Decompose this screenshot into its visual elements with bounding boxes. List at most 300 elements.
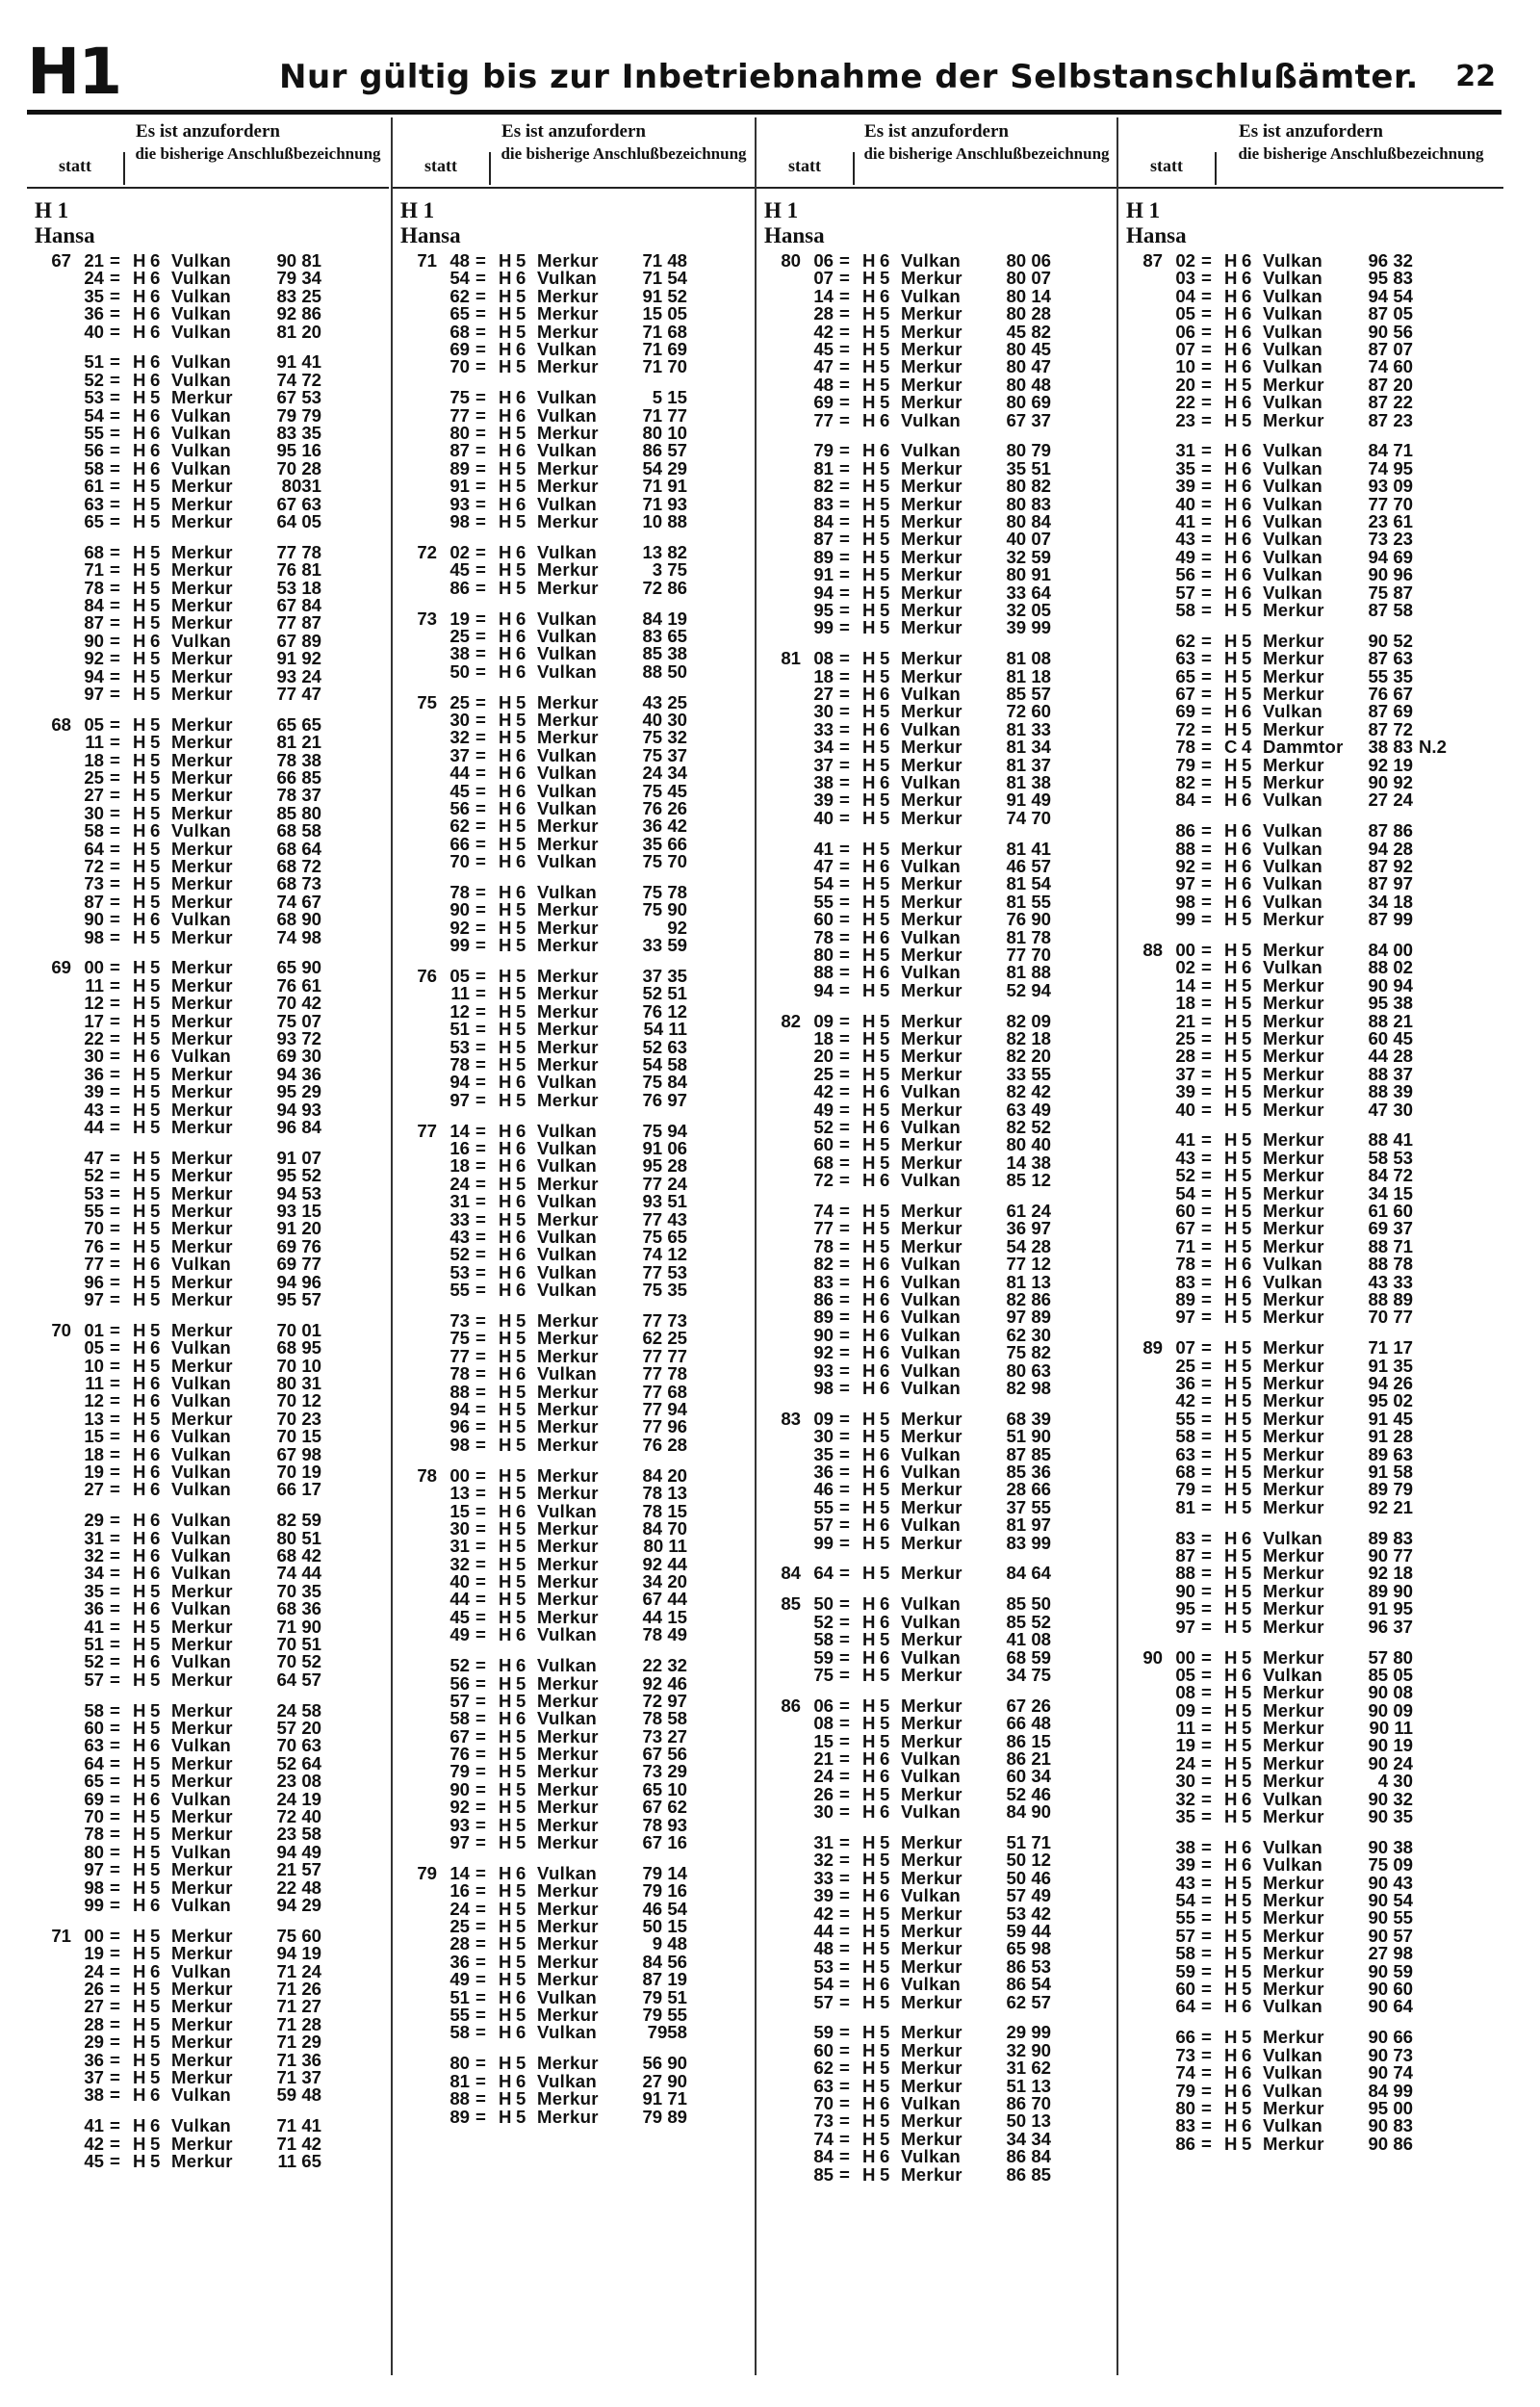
directory-entry (393, 1089, 755, 1110)
exchange-digit: 5 (1242, 1390, 1252, 1411)
directory-entry (1118, 650, 1503, 667)
exchange-letter: H (133, 1355, 146, 1376)
exchange-letter: H (862, 1377, 876, 1398)
number-suffix: 38 (84, 2084, 104, 2106)
exchange-name-cell: Merkur (171, 713, 233, 735)
exchange-name-cell: Vulkan (901, 1974, 962, 1995)
exchange-name-cell: Vulkan (1263, 440, 1323, 461)
exchange-letter: H (133, 838, 146, 859)
exchange-name-cell: Merkur (1263, 1129, 1324, 1151)
new-number: 80 48 (1006, 374, 1051, 395)
exchange-name-cell: Vulkan (1263, 268, 1323, 289)
number-suffix: 31 (84, 1527, 104, 1548)
equals-sign: = (110, 1288, 120, 1309)
new-number: 70 52 (276, 1651, 321, 1672)
exchange-name-cell: Merkur (171, 577, 233, 598)
new-number: 90 96 (1368, 564, 1413, 585)
new-number: 35 66 (642, 833, 687, 854)
exchange-digit: 5 (880, 1028, 890, 1049)
new-number: 27 24 (1368, 789, 1413, 811)
exchange-letter: H (133, 1426, 146, 1447)
exchange-letter: H (1224, 2062, 1238, 2083)
directory-entry (1118, 1998, 1503, 2015)
exchange-digit: 6 (880, 1307, 890, 1328)
directory-entry (27, 1773, 389, 1790)
exchange-digit: 6 (880, 1271, 890, 1292)
number-suffix: 99 (813, 1532, 834, 1553)
exchange-name-cell: Merkur (537, 2106, 599, 2127)
number-suffix: 35 (1175, 457, 1195, 479)
equals-sign: = (110, 648, 120, 669)
exchange-letter: H (1224, 718, 1238, 739)
new-number: 88 71 (1368, 1235, 1413, 1256)
directory-column (391, 117, 755, 2375)
equals-sign: = (475, 1280, 486, 1301)
new-number: 70 63 (276, 1735, 321, 1756)
new-number: 71 54 (642, 268, 687, 289)
new-number: 90 09 (1368, 1699, 1413, 1721)
exchange-letter: H (133, 1563, 146, 1584)
exchange-digit: 5 (880, 1695, 890, 1716)
exchange-digit: 6 (516, 1708, 526, 1729)
equals-sign: = (1201, 1028, 1212, 1049)
exchange-name-cell: Merkur (1263, 2133, 1324, 2154)
entry-group (393, 691, 755, 872)
entry-note: N.2 (1419, 737, 1447, 758)
exchange-letter: H (1224, 1288, 1238, 1309)
new-number: 82 09 (1006, 1010, 1051, 1031)
exchange-letter: H (499, 2005, 512, 2026)
exchange-letter: H (862, 1342, 876, 1363)
exchange-digit: 5 (516, 1969, 526, 1990)
number-suffix: 19 (1175, 1735, 1195, 1756)
directory-entry (757, 358, 1116, 375)
directory-entry (1118, 911, 1503, 928)
equals-sign: = (839, 1695, 850, 1716)
equals-sign: = (839, 1646, 850, 1668)
new-number: 71 27 (276, 1996, 321, 2017)
number-suffix: 16 (449, 1880, 470, 1902)
new-number: 60 34 (1006, 1766, 1051, 1787)
exchange-digit: 5 (880, 1134, 890, 1155)
equals-sign: = (110, 1824, 120, 1845)
entry-group (757, 1595, 1116, 1684)
new-number: 71 91 (642, 476, 687, 497)
number-suffix: 78 (1175, 1254, 1195, 1275)
exchange-letter: H (133, 1824, 146, 1845)
equals-sign: = (110, 2115, 120, 2136)
number-suffix: 36 (449, 1951, 470, 1972)
equals-sign: = (1201, 1182, 1212, 1204)
exchange-letter: H (1224, 1479, 1238, 1500)
exchange-name-cell: Vulkan (171, 1479, 232, 1500)
exchange-name-cell: Merkur (901, 617, 962, 638)
directory-column (755, 117, 1116, 2375)
exchange-letter: H (499, 510, 512, 531)
exchange-digit: 6 (1242, 789, 1252, 811)
exchange-name-cell: Merkur (901, 2110, 962, 2132)
new-number: 75 82 (1006, 1342, 1051, 1363)
new-number: 62 30 (1006, 1324, 1051, 1345)
exchange-letter: H (862, 944, 876, 965)
exchange-letter: H (862, 1938, 876, 1959)
equals-sign: = (475, 1310, 486, 1332)
number-suffix: 52 (813, 1611, 834, 1632)
exchange-letter: H (1224, 1355, 1238, 1376)
exchange-letter: H (133, 1373, 146, 1394)
number-suffix: 83 (1175, 1271, 1195, 1292)
exchange-letter: H (1224, 1682, 1238, 1703)
equals-sign: = (839, 1902, 850, 1924)
number-suffix: 39 (1175, 1081, 1195, 1102)
equals-sign: = (475, 1536, 486, 1557)
exchange-digit: 5 (150, 1616, 161, 1637)
exchange-letter: H (862, 1046, 876, 1067)
new-number: 50 12 (1006, 1850, 1051, 1871)
number-suffix: 12 (84, 1390, 104, 1411)
exchange-letter: H (1224, 1235, 1238, 1256)
number-suffix: 52 (813, 1116, 834, 1137)
exchange-digit: 5 (1242, 718, 1252, 739)
equals-sign: = (110, 1165, 120, 1186)
equals-sign: = (1201, 1646, 1212, 1668)
exchange-letter: H (862, 1443, 876, 1464)
new-number: 81 97 (1006, 1514, 1051, 1536)
number-suffix: 62 (813, 2058, 834, 2079)
exchange-letter: H (133, 1479, 146, 1500)
exchange-letter: H (1224, 1996, 1238, 2017)
new-number: 90 60 (1368, 1979, 1413, 2000)
new-number: 71 77 (642, 404, 687, 426)
exchange-letter: H (1224, 457, 1238, 479)
exchange-name-cell: Merkur (1263, 1979, 1324, 2000)
exchange-digit: 5 (150, 1235, 161, 1256)
exchange-digit: 6 (880, 1593, 890, 1615)
number-suffix: 27 (84, 785, 104, 806)
equals-sign: = (1201, 2062, 1212, 2083)
exchange-digit: 6 (880, 856, 890, 876)
equals-sign: = (839, 1920, 850, 1941)
new-number: 93 51 (642, 1191, 687, 1212)
equals-sign: = (839, 285, 850, 306)
new-number: 81 33 (1006, 718, 1051, 739)
exchange-digit: 5 (1242, 1147, 1252, 1168)
new-number: 24 34 (642, 763, 687, 784)
equals-sign: = (839, 1271, 850, 1292)
directory-entry (757, 394, 1116, 411)
number-suffix: 05 (449, 966, 470, 987)
equals-sign: = (839, 1359, 850, 1381)
exchange-letter: H (862, 718, 876, 739)
equals-sign: = (110, 1479, 120, 1500)
number-prefix: 83 (781, 1408, 801, 1429)
directory-columns (27, 117, 1502, 2375)
new-number: 91 52 (642, 285, 687, 306)
equals-sign: = (1201, 1288, 1212, 1309)
equals-sign: = (1201, 409, 1212, 430)
new-number: 74 12 (642, 1244, 687, 1265)
exchange-digit: 6 (150, 1426, 161, 1447)
exchange-digit: 5 (150, 732, 161, 753)
exchange-digit: 5 (516, 1399, 526, 1420)
exchange-name-cell: Vulkan (171, 1960, 232, 1981)
exchange-name-cell: Merkur (1263, 1682, 1324, 1703)
number-suffix: 99 (813, 617, 834, 638)
equals-sign: = (475, 1054, 486, 1075)
directory-entry (393, 577, 755, 598)
number-suffix: 54 (84, 404, 104, 426)
number-suffix: 88 (1175, 1563, 1195, 1584)
equals-sign: = (1201, 529, 1212, 550)
new-number: 90 81 (276, 250, 321, 271)
number-suffix: 82 (813, 476, 834, 497)
directory-entry (393, 358, 755, 375)
equals-sign: = (110, 423, 120, 444)
number-suffix: 36 (813, 1462, 834, 1482)
exchange-letter: H (862, 665, 876, 686)
exchange-letter: H (1224, 1337, 1238, 1359)
equals-sign: = (1201, 1462, 1212, 1482)
exchange-letter: H (499, 744, 512, 765)
exchange-letter: H (499, 1606, 512, 1627)
equals-sign: = (1201, 2027, 1212, 2048)
exchange-name-cell: Merkur (171, 1669, 233, 1690)
equals-sign: = (475, 1761, 486, 1782)
equals-sign: = (475, 815, 486, 837)
number-suffix: 18 (449, 1155, 470, 1177)
new-number: 63 49 (1006, 1099, 1051, 1120)
directory-entry (1118, 1856, 1503, 1874)
equals-sign: = (475, 268, 486, 289)
number-suffix: 76 (449, 1744, 470, 1765)
exchange-letter: H (133, 1028, 146, 1049)
exchange-name-cell: Merkur (171, 2032, 233, 2053)
number-suffix: 33 (813, 718, 834, 739)
exchange-digit: 5 (880, 1730, 890, 1751)
exchange-letter: H (1224, 356, 1238, 377)
equals-sign: = (110, 369, 120, 390)
equals-sign: = (475, 643, 486, 664)
exchange-name-cell: Vulkan (171, 1545, 232, 1566)
new-number: 50 13 (1006, 2110, 1051, 2132)
exchange-name-cell: Merkur (1263, 1735, 1324, 1756)
new-number: 86 70 (1006, 2093, 1051, 2113)
number-suffix: 47 (813, 856, 834, 876)
equals-sign: = (110, 510, 120, 531)
exchange-digit: 6 (150, 2115, 161, 2136)
exchange-name-cell: Merkur (901, 599, 962, 620)
exchange-name-cell: Merkur (537, 577, 599, 598)
exchange-digit: 5 (880, 2039, 890, 2060)
equals-sign: = (475, 1778, 486, 1799)
new-number: 87 72 (1368, 718, 1413, 739)
equals-sign: = (1201, 771, 1212, 792)
exchange-letter: H (133, 423, 146, 444)
entry-group (757, 1203, 1116, 1397)
exchange-digit: 5 (516, 457, 526, 479)
new-number: 71 36 (276, 2049, 321, 2070)
new-number: 33 64 (1006, 582, 1051, 603)
equals-sign: = (475, 2070, 486, 2091)
new-number: 93 24 (276, 665, 321, 686)
equals-sign: = (110, 1426, 120, 1447)
equals-sign: = (1201, 1664, 1212, 1685)
new-number: 69 37 (1368, 1218, 1413, 1239)
number-suffix: 11 (85, 732, 104, 753)
exchange-letter: H (133, 1235, 146, 1256)
equals-sign: = (475, 983, 486, 1004)
new-number: 90 11 (1369, 1718, 1413, 1739)
equals-sign: = (475, 1725, 486, 1747)
exchange-name-cell: Vulkan (1263, 582, 1323, 603)
directory-entry (757, 964, 1116, 981)
exchange-name-cell: Merkur (901, 374, 962, 395)
exchange-digit: 5 (1242, 1099, 1252, 1120)
new-number: 90 94 (1368, 974, 1413, 996)
exchange-digit: 5 (516, 1036, 526, 1057)
new-number: 52 51 (642, 983, 687, 1004)
exchange-letter: H (862, 1563, 876, 1584)
equals-sign: = (1201, 2115, 1212, 2136)
new-number: 79 16 (642, 1880, 687, 1902)
number-suffix: 44 (813, 1920, 834, 1941)
equals-sign: = (1201, 493, 1212, 514)
new-number: 95 16 (276, 440, 321, 461)
exchange-digit: 5 (880, 1991, 890, 2012)
new-number: 27 98 (1368, 1943, 1413, 1964)
new-number: 40 30 (642, 709, 687, 730)
exchange-letter: H (1224, 2044, 1238, 2065)
exchange-letter: H (499, 1832, 512, 1853)
exchange-name-cell: Vulkan (171, 321, 232, 342)
exchange-digit: 6 (880, 409, 890, 430)
exchange-name-cell: Merkur (171, 1718, 233, 1739)
new-number: 81 21 (276, 732, 321, 753)
exchange-name-cell: Merkur (537, 917, 599, 938)
equals-sign: = (839, 718, 850, 739)
new-number: 7958 (647, 2022, 687, 2043)
exchange-letter: H (1224, 1408, 1238, 1429)
exchange-code: H 1 (1126, 198, 1161, 222)
new-number: 11 65 (277, 2151, 321, 2172)
number-suffix: 55 (84, 423, 104, 444)
equals-sign: = (110, 1996, 120, 2017)
exchange-digit: 5 (1242, 1479, 1252, 1500)
exchange-letter: H (499, 541, 512, 562)
exchange-digit: 5 (880, 1629, 890, 1650)
exchange-digit: 5 (150, 683, 161, 704)
number-suffix: 23 (1175, 409, 1195, 430)
exchange-letter: H (133, 1894, 146, 1915)
equals-sign: = (475, 966, 486, 987)
number-suffix: 85 (813, 2163, 834, 2185)
equals-sign: = (839, 1938, 850, 1959)
number-prefix: 79 (417, 1862, 437, 1883)
new-number: 85 57 (1006, 683, 1051, 704)
new-number: 84 64 (1006, 1563, 1051, 1584)
number-suffix: 44 (449, 1589, 470, 1610)
exchange-letter: H (1224, 1979, 1238, 2000)
new-number: 70 35 (276, 1580, 321, 1601)
new-number: 70 77 (1368, 1307, 1413, 1328)
exchange-letter: H (499, 1814, 512, 1835)
exchange-digit: 5 (516, 935, 526, 956)
equals-sign: = (839, 665, 850, 686)
new-number: 71 24 (276, 1960, 321, 1981)
exchange-digit: 5 (516, 1310, 526, 1332)
equals-sign: = (1201, 648, 1212, 669)
exchange-digit: 5 (1242, 1129, 1252, 1151)
equals-sign: = (1201, 993, 1212, 1014)
equals-sign: = (839, 457, 850, 479)
exchange-digit: 6 (150, 321, 161, 342)
exchange-letter: H (133, 1859, 146, 1880)
exchange-letter: H (499, 882, 512, 902)
equals-sign: = (839, 1563, 850, 1584)
exchange-letter: H (499, 1898, 512, 1919)
exchange-name-cell: Vulkan (1263, 476, 1323, 497)
exchange-name-cell: Merkur (901, 564, 962, 585)
new-number: 90 35 (1368, 1806, 1413, 1827)
exchange-letter: H (133, 351, 146, 373)
new-number: 82 59 (276, 1510, 321, 1531)
number-suffix: 44 (84, 1116, 104, 1137)
exchange-digit: 5 (516, 250, 526, 271)
new-number: 66 48 (1006, 1713, 1051, 1734)
exchange-digit: 5 (150, 1408, 161, 1429)
equals-sign: = (110, 1735, 120, 1756)
number-suffix: 42 (813, 1081, 834, 1102)
exchange-digit: 5 (880, 665, 890, 686)
new-number: 90 32 (1368, 1788, 1413, 1809)
new-number: 23 61 (1368, 510, 1413, 531)
exchange-name-cell: Merkur (171, 1063, 233, 1084)
number-prefix: 73 (417, 608, 437, 629)
exchange-name-cell: Vulkan (171, 1598, 232, 1619)
equals-sign: = (1201, 1979, 1212, 2000)
number-suffix: 41 (84, 1616, 104, 1637)
exchange-digit: 5 (1242, 1046, 1252, 1067)
equals-sign: = (110, 1876, 120, 1898)
new-number: 61 24 (1006, 1201, 1051, 1222)
exchange-name-cell: Merkur (171, 1081, 233, 1102)
exchange-digit: 6 (150, 1563, 161, 1584)
exchange-letter: H (133, 1527, 146, 1548)
new-number: 43 25 (642, 691, 687, 712)
exchange-name-cell: Merkur (1263, 1646, 1324, 1668)
new-number: 14 38 (1006, 1152, 1051, 1173)
exchange-digit: 6 (1242, 457, 1252, 479)
exchange-name-cell: Merkur (171, 541, 233, 562)
exchange-digit: 6 (150, 1960, 161, 1981)
number-suffix: 09 (813, 1010, 834, 1031)
equals-sign: = (475, 1208, 486, 1229)
exchange-digit: 5 (516, 833, 526, 854)
number-suffix: 37 (813, 754, 834, 775)
equals-sign: = (110, 1752, 120, 1773)
equals-sign: = (475, 1672, 486, 1694)
equals-sign: = (839, 321, 850, 342)
number-suffix: 39 (813, 1885, 834, 1906)
number-suffix: 24 (84, 268, 104, 289)
entry-group (757, 1010, 1116, 1191)
exchange-letter: H (862, 1974, 876, 1995)
new-number: 95 29 (276, 1081, 321, 1102)
exchange-digit: 5 (880, 1201, 890, 1222)
equals-sign: = (839, 268, 850, 289)
new-number: 34 75 (1006, 1664, 1051, 1685)
number-suffix: 88 (449, 1381, 470, 1402)
